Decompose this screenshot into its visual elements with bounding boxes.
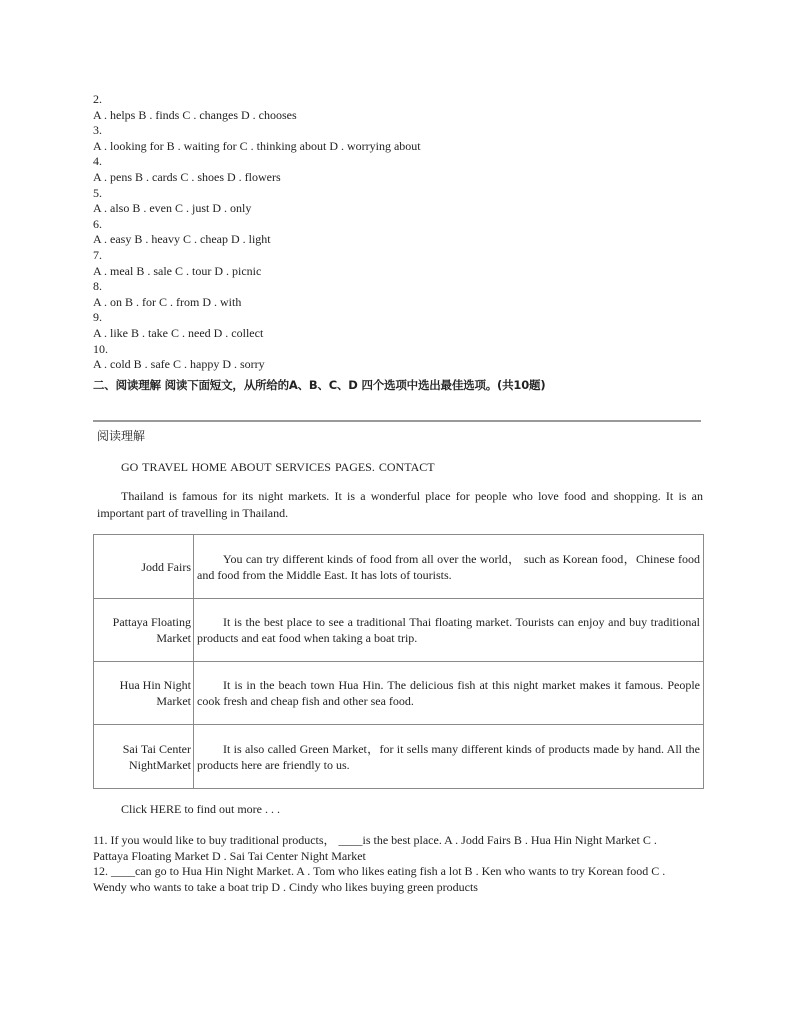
table-row <box>94 662 704 725</box>
questions-block <box>93 833 693 895</box>
question-number: 5. <box>93 185 102 200</box>
question-number: 3. <box>93 123 102 138</box>
question-number: 6. <box>93 216 102 231</box>
question-options: A . pens B . cards C . shoes D . flowers <box>93 169 281 184</box>
divider <box>93 420 701 422</box>
question-number: 7. <box>93 247 102 262</box>
market-name: Pattaya Floating Market <box>94 599 194 662</box>
question-number: 2. <box>93 92 102 106</box>
question-options: A . on B . for C . from D . with <box>93 294 242 309</box>
table-row <box>94 535 704 599</box>
question-number: 8. <box>93 279 102 294</box>
reading-label: 阅读理解 <box>97 429 146 443</box>
question-options: A . like B . take C . need D . collect <box>93 325 264 340</box>
question-options: A . cold B . safe C . happy D . sorry <box>93 357 265 372</box>
table-row <box>94 599 704 662</box>
question-number: 4. <box>93 154 102 169</box>
market-description: It is also called Green Market，for it sells many different kinds of products made by hand. All the products here are friendly to us. <box>194 725 704 789</box>
question-11: 11. If you would like to buy traditional products， ____is the best place. A . Jodd Fairs B . Hua Hin Night Market C . Pattaya Floating Market D . Sai Tai Center Night Market <box>93 833 657 863</box>
question-options: A . helps B . finds C . changes D . chooses <box>93 107 297 122</box>
click-here-text: Click HERE to find out more . . . <box>121 802 280 816</box>
question-number: 9. <box>93 310 102 325</box>
question-options: A . looking for B . waiting for C . thinking about D . worrying about <box>93 138 421 153</box>
question-options: A . also B . even C . just D . only <box>93 201 252 216</box>
markets-table <box>93 534 704 789</box>
cloze-options-list <box>93 92 713 373</box>
market-description: It is the best place to see a traditional Thai floating market. Tourists can enjoy and buy traditional products and eat food when taking a boat trip. <box>194 599 704 662</box>
section-title: 二、阅读理解 阅读下面短文，从所给的A、B、C、D 四个选项中选出最佳选项。(共10题) <box>93 378 546 392</box>
intro-paragraph: Thailand is famous for its night markets. It is a wonderful place for people who love food and shopping. It is an important part of travelling in Thailand. <box>97 489 703 520</box>
market-description: You can try different kinds of food from all over the world， such as Korean food，Chinese food and food from the Middle East. It has lots of tourists. <box>194 535 704 599</box>
market-name: Hua Hin Night Market <box>94 662 194 725</box>
question-number: 10. <box>93 341 108 356</box>
question-options: A . easy B . heavy C . cheap D . light <box>93 232 271 247</box>
market-description: It is in the beach town Hua Hin. The delicious fish at this night market makes it famous. People cook fresh and cheap fish and other sea food. <box>194 662 704 725</box>
question-options: A . meal B . sale C . tour D . picnic <box>93 263 262 278</box>
website-nav-text: GO TRAVEL HOME ABOUT SERVICES PAGES. CONTACT <box>121 460 435 474</box>
table-row <box>94 725 704 789</box>
question-12: 12. ____can go to Hua Hin Night Market. A . Tom who likes eating fish a lot B . Ken who wants to try Korean food C . Wendy who wants to take a boat trip D . Cindy who likes buying green products <box>93 864 666 894</box>
market-name: Jodd Fairs <box>94 535 194 599</box>
market-name: Sai Tai Center NightMarket <box>94 725 194 789</box>
